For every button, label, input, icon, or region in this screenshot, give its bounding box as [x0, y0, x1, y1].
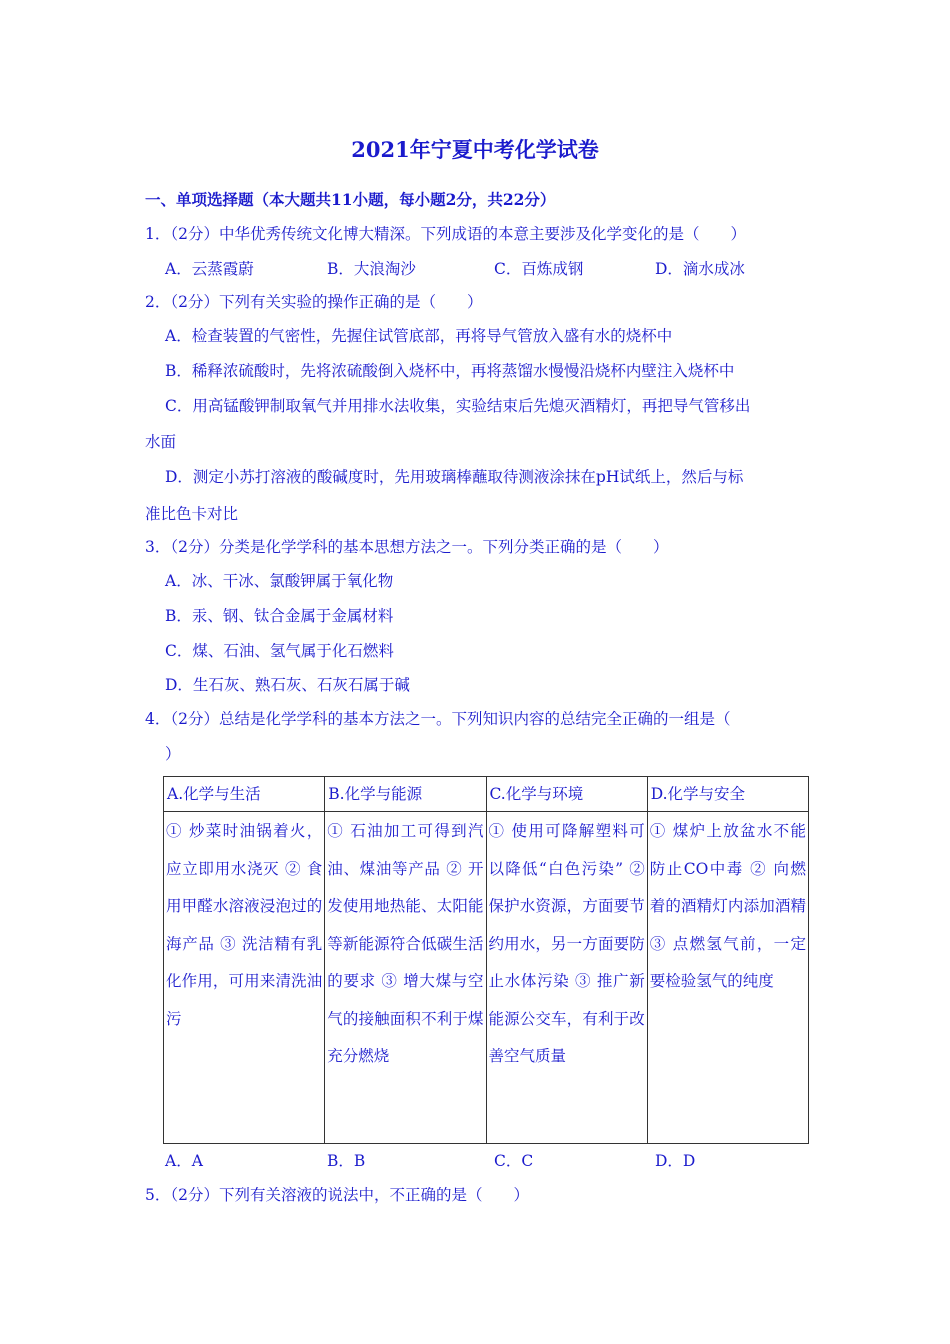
- q1-option-c[interactable]: C．百炼成钢: [494, 260, 584, 278]
- q4-option-c[interactable]: C．C: [494, 1152, 534, 1170]
- q2-option-c[interactable]: C．用高锰酸钾制取氧气并用排水法收集，实验结束后先熄灭酒精灯，再把导气管移出: [165, 397, 751, 415]
- table-cell-d: ① 煤炉上放盆水不能防止CO中毒 ② 向燃着的酒精灯内添加酒精 ③ 点燃氢气前，一定要检验氢气的纯度: [647, 812, 808, 1144]
- table-row: [164, 812, 809, 1144]
- question-1-options: [0, 259, 950, 279]
- table-header-a: A.化学与生活: [164, 777, 325, 812]
- question-5-stem: 5．（2分）下列有关溶液的说法中，不正确的是（ ）: [145, 1186, 529, 1204]
- q3-option-a[interactable]: A．冰、干冰、氯酸钾属于氧化物: [165, 572, 394, 590]
- table-header-row: [164, 777, 809, 812]
- q1-option-b[interactable]: B．大浪淘沙: [327, 260, 416, 278]
- table-cell-a: ① 炒菜时油锅着火，应立即用水浇灭 ② 食用甲醛水溶液浸泡过的海产品 ③ 洗洁精有乳化作用，可用来清洗油污: [164, 812, 325, 1144]
- q4-option-d[interactable]: D．D: [655, 1152, 696, 1170]
- question-4-options: [0, 1151, 950, 1171]
- table-header-c: C.化学与环境: [486, 777, 647, 812]
- knowledge-table: [163, 776, 809, 1144]
- q3-option-b[interactable]: B．汞、钢、钛合金属于金属材料: [165, 607, 394, 625]
- table-header-b: B.化学与能源: [325, 777, 486, 812]
- q2-option-a[interactable]: A．检查装置的气密性，先握住试管底部，再将导气管放入盛有水的烧杯中: [165, 327, 673, 345]
- q3-option-d[interactable]: D．生石灰、熟石灰、石灰石属于碱: [165, 676, 410, 694]
- table-cell-b: ① 石油加工可得到汽油、煤油等产品 ② 开发使用地热能、太阳能等新能源符合低碳生活的要求 ③ 增大煤与空气的接触面积不利于煤充分燃烧: [325, 812, 486, 1144]
- question-4-stem-continued: ）: [165, 745, 181, 763]
- q3-option-c[interactable]: C．煤、石油、氢气属于化石燃料: [165, 642, 394, 660]
- table-header-d: D.化学与安全: [647, 777, 808, 812]
- section-heading: 一、单项选择题（本大题共11小题，每小题2分，共22分）: [145, 190, 556, 209]
- q2-option-d[interactable]: D．测定小苏打溶液的酸碱度时，先用玻璃棒蘸取待测液涂抹在pH试纸上，然后与标: [165, 468, 744, 486]
- question-4-stem: 4．（2分）总结是化学学科的基本方法之一。下列知识内容的总结完全正确的一组是（: [145, 710, 731, 728]
- q1-option-a[interactable]: A．云蒸霞蔚: [165, 260, 254, 278]
- q2-option-c-continued: 水面: [145, 433, 177, 451]
- exam-title: 2021年宁夏中考化学试卷: [351, 137, 599, 162]
- q1-option-d[interactable]: D．滴水成冰: [655, 260, 745, 278]
- question-3-stem: 3．（2分）分类是化学学科的基本思想方法之一。下列分类正确的是（ ）: [145, 538, 669, 556]
- question-2-stem: 2．（2分）下列有关实验的操作正确的是（ ）: [145, 293, 483, 311]
- question-1-stem: 1．（2分）中华优秀传统文化博大精深。下列成语的本意主要涉及化学变化的是（ ）: [145, 225, 746, 243]
- q4-option-a[interactable]: A．A: [165, 1152, 203, 1170]
- q4-option-b[interactable]: B．B: [327, 1152, 366, 1170]
- q2-option-b[interactable]: B．稀释浓硫酸时，先将浓硫酸倒入烧杯中，再将蒸馏水慢慢沿烧杯内壁注入烧杯中: [165, 362, 735, 380]
- q2-option-d-continued: 准比色卡对比: [145, 505, 239, 523]
- table-cell-c: ① 使用可降解塑料可以降低“白色污染” ② 保护水资源，方面要节约用水，另一方面要防止水体污染 ③ 推广新能源公交车，有利于改善空气质量: [486, 812, 647, 1144]
